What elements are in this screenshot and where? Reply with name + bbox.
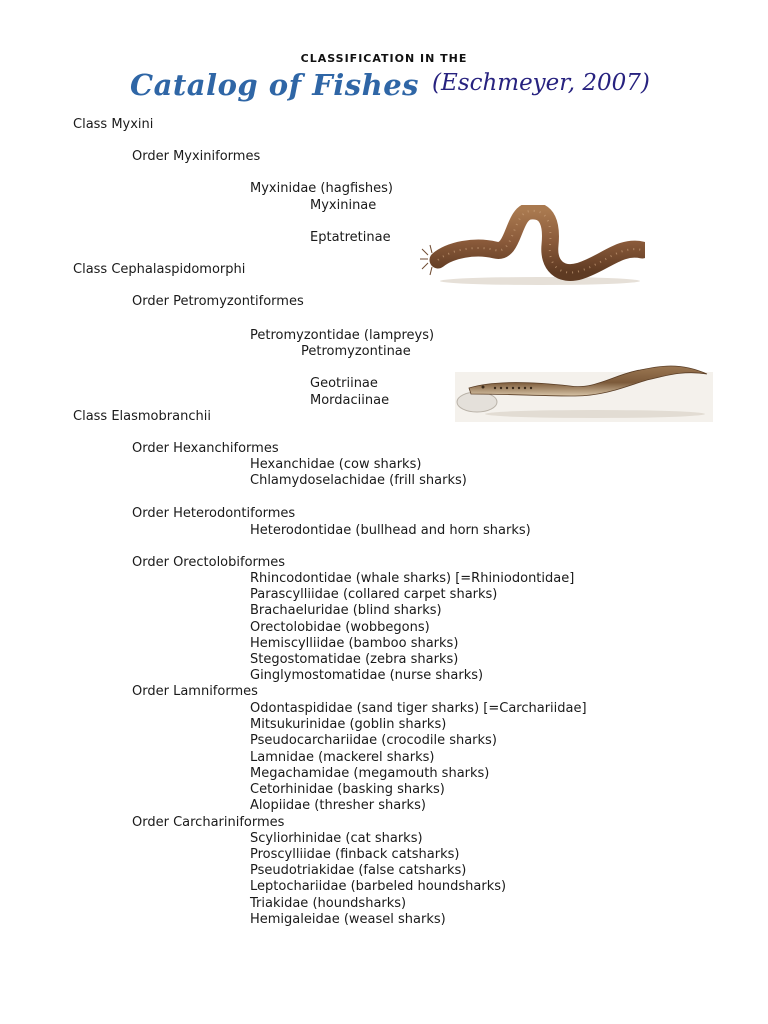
family-pseudotriakidae: Pseudotriakidae (false catsharks) xyxy=(250,863,467,878)
family-alopiidae: Alopiidae (thresher sharks) xyxy=(250,798,426,813)
order-hexanchiformes: Order Hexanchiformes xyxy=(132,441,279,456)
order-lamniformes: Order Lamniformes xyxy=(132,684,258,699)
family-heterodontidae: Heterodontidae (bullhead and horn sharks) xyxy=(250,523,531,538)
heading-small: CLASSIFICATION IN THE xyxy=(300,52,468,65)
family-mitsukurinidae: Mitsukurinidae (goblin sharks) xyxy=(250,717,447,732)
class-cephalaspidomorphi: Class Cephalaspidomorphi xyxy=(73,262,246,277)
subfamily-geotriinae: Geotriinae xyxy=(310,376,378,391)
family-pseudocarchariidae: Pseudocarchariidae (crocodile sharks) xyxy=(250,733,497,748)
family-hexanchidae: Hexanchidae (cow sharks) xyxy=(250,457,422,472)
family-rhincodontidae: Rhincodontidae (whale sharks) [=Rhiniodontidae] xyxy=(250,571,575,586)
family-chlamydoselachidae: Chlamydoselachidae (frill sharks) xyxy=(250,473,467,488)
family-megachamidae: Megachamidae (megamouth sharks) xyxy=(250,766,490,781)
hagfish-illustration xyxy=(420,205,645,287)
family-hemigaleidae: Hemigaleidae (weasel sharks) xyxy=(250,912,446,927)
order-myxiniformes: Order Myxiniformes xyxy=(132,149,261,164)
order-heterodontiformes: Order Heterodontiformes xyxy=(132,506,296,521)
family-hemiscylliidae: Hemiscylliidae (bamboo sharks) xyxy=(250,636,459,651)
subfamily-mordaciinae: Mordaciinae xyxy=(310,393,390,408)
family-scyliorhinidae: Scyliorhinidae (cat sharks) xyxy=(250,831,423,846)
class-myxini: Class Myxini xyxy=(73,117,154,132)
family-lamnidae: Lamnidae (mackerel sharks) xyxy=(250,750,435,765)
family-parascylliidae: Parascylliidae (collared carpet sharks) xyxy=(250,587,498,602)
family-ginglymostomatidae: Ginglymostomatidae (nurse sharks) xyxy=(250,668,484,683)
family-myxinidae: Myxinidae (hagfishes) xyxy=(250,181,393,196)
family-leptochariidae: Leptochariidae (barbeled houndsharks) xyxy=(250,879,507,894)
subfamily-eptatretinae: Eptatretinae xyxy=(310,230,391,245)
family-odontaspididae: Odontaspididae (sand tiger sharks) [=Carchariidae] xyxy=(250,701,587,716)
family-petromyzontidae: Petromyzontidae (lampreys) xyxy=(250,328,435,343)
subfamily-petromyzontinae: Petromyzontinae xyxy=(301,344,411,359)
heading-main: Catalog of Fishes xyxy=(130,68,419,102)
family-triakidae: Triakidae (houndsharks) xyxy=(250,896,407,911)
class-elasmobranchii: Class Elasmobranchii xyxy=(73,409,211,424)
family-brachaeluridae: Brachaeluridae (blind sharks) xyxy=(250,603,442,618)
family-orectolobidae: Orectolobidae (wobbegons) xyxy=(250,620,430,635)
family-cetorhinidae: Cetorhinidae (basking sharks) xyxy=(250,782,445,797)
subfamily-myxininae: Myxininae xyxy=(310,198,377,213)
order-petromyzontiformes: Order Petromyzontiformes xyxy=(132,294,304,309)
family-proscylliidae: Proscylliidae (finback catsharks) xyxy=(250,847,460,862)
lamprey-illustration xyxy=(455,352,713,422)
heading-author: (Eschmeyer, 2007) xyxy=(432,70,650,96)
family-stegostomatidae: Stegostomatidae (zebra sharks) xyxy=(250,652,459,667)
order-carcharhiniformes: Order Carchariniformes xyxy=(132,815,285,830)
order-orectolobiformes: Order Orectolobiformes xyxy=(132,555,286,570)
